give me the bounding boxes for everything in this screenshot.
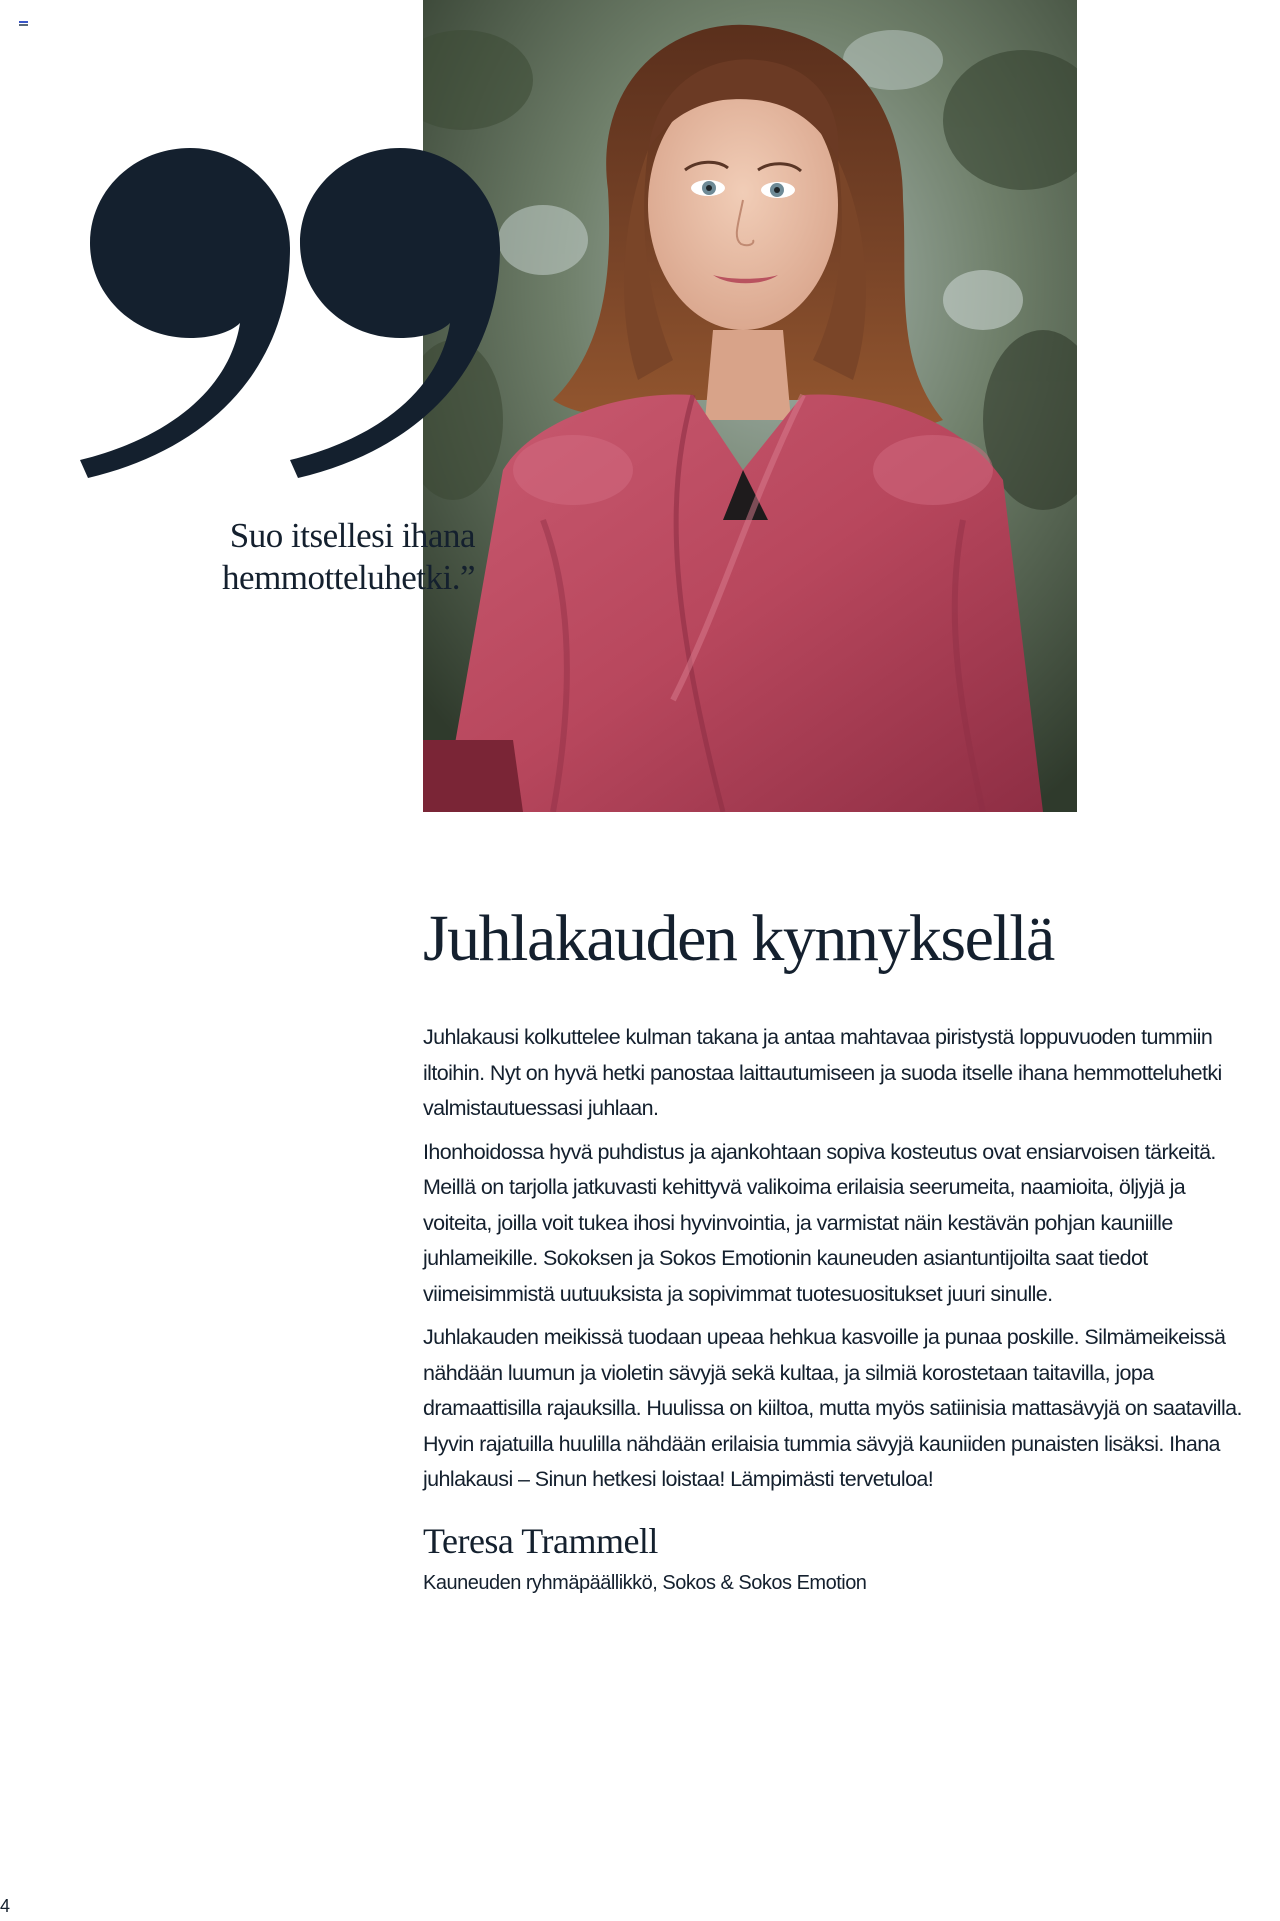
article-headline: Juhlakauden kynnyksellä bbox=[423, 902, 1054, 975]
pull-quote-line-1: Suo itsellesi ihana bbox=[229, 516, 475, 555]
article-paragraph-2: Ihonhoidossa hyvä puhdistus ja ajankohtaan sopiva kosteutus ovat ensiarvoisen tärkeitä. Meillä on tarjolla jatkuvasti kehittyvä valikoima erilaisia seerumeita, naamioita, öljyjä ja voiteita, joilla voit tukea ihosi hyvinvointia, ja varmistat näin kestävän pohjan kauniille juhlameikille. Sokoksen ja Sokos Emotionin kauneuden asiantuntijoilta saat tiedot viimeisimmistä uutuuksista ja sopivimmat tuotesuositukset juuri sinulle. bbox=[423, 1139, 1216, 1306]
closing-quotation-mark-icon bbox=[80, 148, 505, 478]
corner-flag-icon bbox=[19, 21, 28, 27]
pull-quote-line-2: hemmotteluhetki.” bbox=[222, 558, 475, 597]
pull-quote bbox=[115, 515, 475, 599]
article bbox=[423, 900, 1253, 1598]
portrait-illustration bbox=[423, 0, 1077, 812]
article-paragraph-1: Juhlakausi kolkuttelee kulman takana ja antaa mahtavaa piristystä loppuvuoden tummiin iltoihin. Nyt on hyvä hetki panostaa laittautumiseen ja suoda itselle ihana hemmotteluhetki valmistautuessasi juhlaan. bbox=[423, 1025, 1222, 1120]
author-title: Kauneuden ryhmäpäällikkö, Sokos & Sokos Emotion bbox=[423, 1571, 867, 1594]
author-name: Teresa Trammell bbox=[423, 1520, 658, 1561]
portrait-photo bbox=[423, 0, 1077, 812]
article-paragraph-3: Juhlakauden meikissä tuodaan upeaa hehkua kasvoille ja punaa poskille. Silmämeikeissä nähdään luumun ja violetin sävyjä sekä kultaa, ja silmiä korostetaan taitavilla, jopa dramaattisilla rajauksilla. Huulissa on kiiltoa, mutta myös satiinisia mattasävyjä on saatavilla. Hyvin rajatuilla huulilla nähdään erilaisia tummia sävyjä kauniiden punaisten lisäksi. Ihana juhlakausi – Sinun hetkesi loistaa! Lämpimästi tervetuloa! bbox=[423, 1325, 1242, 1491]
page-number: 4 bbox=[0, 1896, 11, 1916]
